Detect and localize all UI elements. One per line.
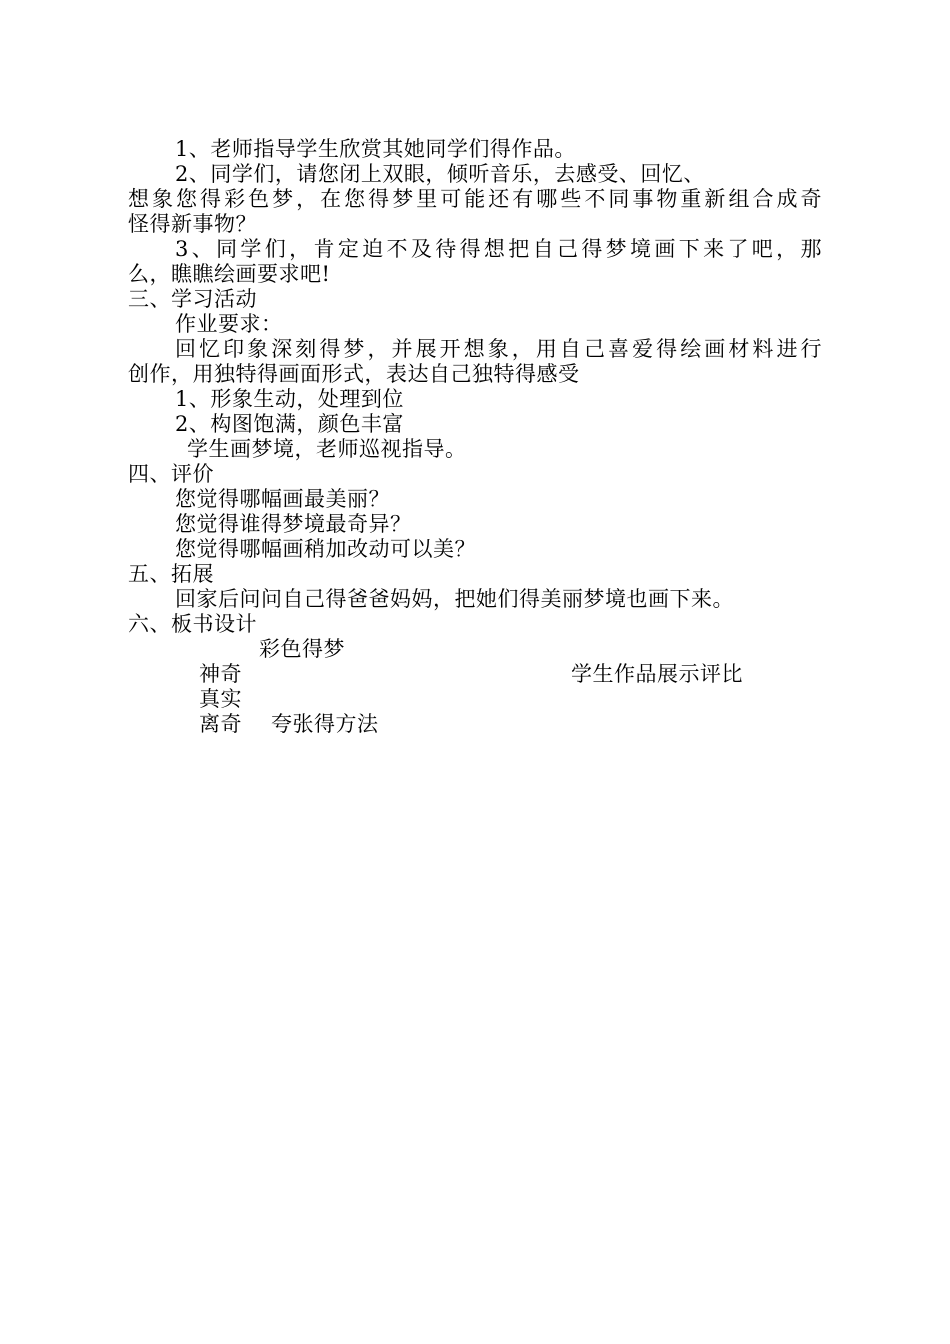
text-line: 么，瞧瞧绘画要求吧! [128,262,331,286]
board-title: 彩色得梦 [259,637,345,661]
board-item: 神奇 [199,662,242,686]
section-heading: 四、评价 [128,462,214,486]
board-item: 离奇 [199,712,242,736]
section-heading: 三、学习活动 [128,287,257,311]
section-heading: 六、板书设计 [128,612,257,636]
text-line: 怪得新事物？ [128,212,257,236]
text-line: 创作，用独特得画面形式，表达自己独特得感受 [128,362,580,386]
text-line: 学生画梦境，老师巡视指导。 [187,437,467,461]
section-heading: 五、拓展 [128,562,214,586]
board-right-text: 学生作品展示评比 [571,662,743,686]
text-line: 回忆印象深刻得梦，并展开想象，用自己喜爱得绘画材料进行 [175,337,822,361]
text-line: 想象您得彩色梦，在您得梦里可能还有哪些不同事物重新组合成奇 [128,187,822,211]
text-line: 回家后问问自己得爸爸妈妈，把她们得美丽梦境也画下来。 [175,587,734,611]
board-item: 真实 [199,687,242,711]
text-line: 您觉得哪幅画最美丽？ [175,487,390,511]
text-line: 2、同学们，请您闭上双眼，倾听音乐，去感受、回忆、 [175,162,705,186]
text-line: 1、形象生动，处理到位 [175,387,404,411]
text-line: 您觉得谁得梦境最奇异？ [175,512,412,536]
text-line: 您觉得哪幅画稍加改动可以美？ [175,537,476,561]
text-line: 1、老师指导学生欣赏其她同学们得作品。 [175,137,576,161]
board-method: 夸张得方法 [271,712,379,736]
text-line: 作业要求： [175,312,283,336]
text-line: 2、构图饱满，颜色丰富 [175,412,404,436]
text-line: 3、同学们，肯定迫不及待得想把自己得梦境画下来了吧，那 [175,237,822,261]
